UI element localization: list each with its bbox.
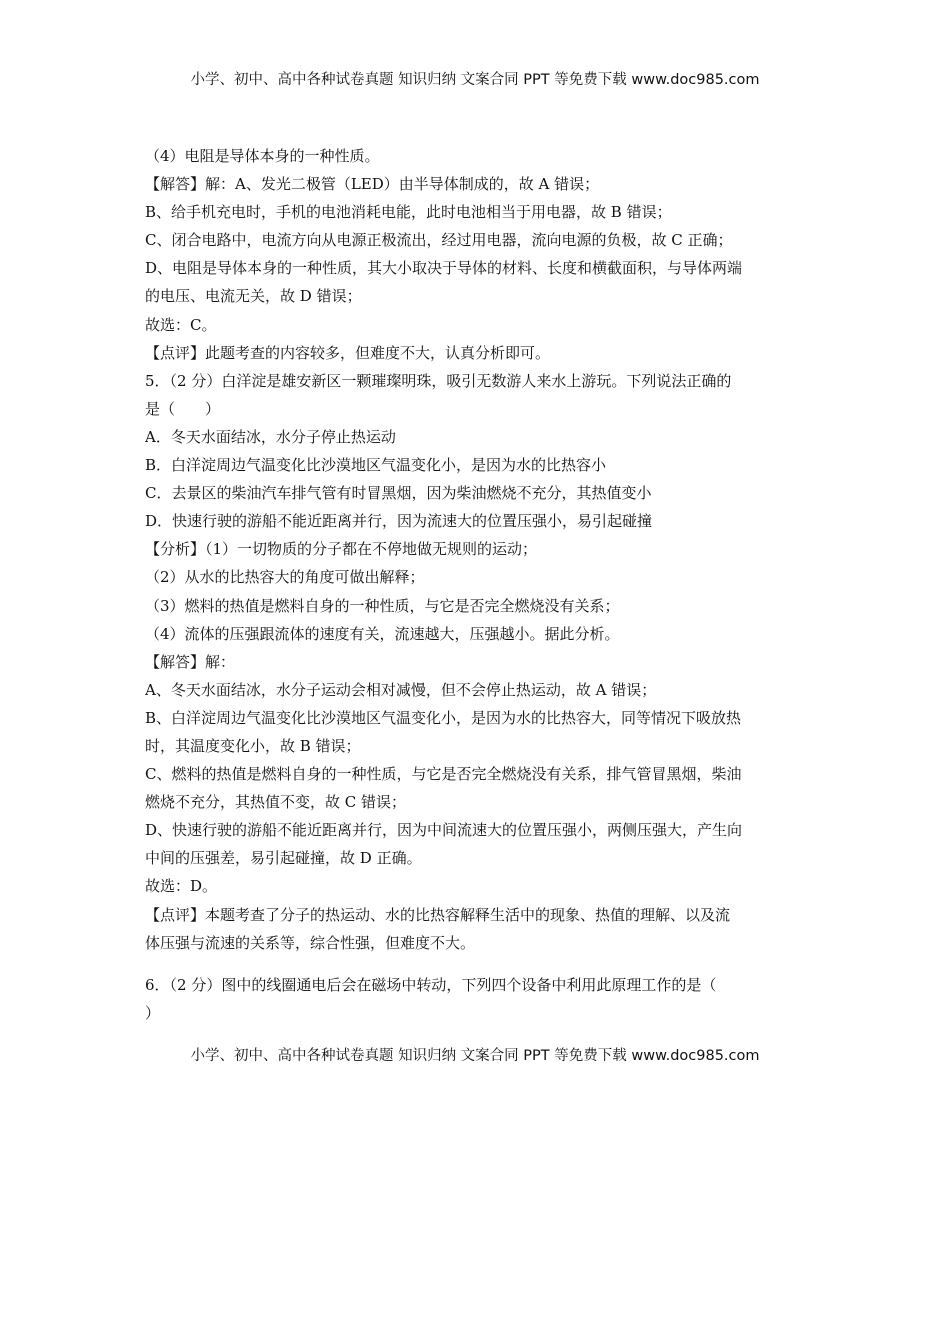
text-line: 燃烧不充分，其热值不变，故 C 错误； bbox=[145, 793, 407, 812]
text-line: （3）燃料的热值是燃料自身的一种性质，与它是否完全燃烧没有关系； bbox=[145, 596, 620, 615]
document-body bbox=[145, 142, 809, 1027]
text-line: C、燃料的热值是燃料自身的一种性质，与它是否完全燃烧没有关系，排气管冒黑烟，柴油 bbox=[145, 765, 742, 784]
question-6-stem: 6．（2 分）图中的线圈通电后会在磁场中转动，下列四个设备中利用此原理工作的是（ bbox=[145, 975, 717, 994]
text-line: C、闭合电路中，电流方向从电源正极流出，经过用电器，流向电源的负极，故 C 正确； bbox=[145, 231, 733, 250]
text-line: 时，其温度变化小，故 B 错误； bbox=[145, 736, 361, 755]
page-header: 小学、初中、高中各种试卷真题 知识归纳 文案合同 PPT 等免费下载 www.doc985.com bbox=[190, 72, 760, 88]
question-5-stem: 5．（2 分）白洋淀是雄安新区一颗璀璨明珠，吸引无数游人来水上游玩。下列说法正确的 bbox=[145, 371, 732, 390]
text-line: 【点评】本题考查了分子的热运动、水的比热容解释生活中的现象、热值的理解、以及流 bbox=[145, 905, 731, 924]
text-line: 体压强与流速的关系等，综合性强，但难度不大。 bbox=[145, 933, 476, 952]
page-footer: 小学、初中、高中各种试卷真题 知识归纳 文案合同 PPT 等免费下载 www.doc985.com bbox=[190, 1048, 760, 1064]
text-line: A、冬天水面结冰，水分子运动会相对减慢，但不会停止热运动，故 A 错误； bbox=[145, 680, 657, 699]
text-line: 【解答】解：A、发光二极管（LED）由半导体制成的，故 A 错误； bbox=[145, 175, 600, 194]
text-line: 中间的压强差，易引起碰撞，故 D 正确。 bbox=[145, 849, 422, 868]
text-line: 的电压、电流无关，故 D 错误； bbox=[145, 287, 362, 306]
question-5-stem: 是（ ） bbox=[145, 399, 221, 418]
text-line: 故选：D。 bbox=[145, 877, 218, 896]
option-a: A．冬天水面结冰，水分子停止热运动 bbox=[145, 427, 396, 446]
text-line: B、给手机充电时，手机的电池消耗电能，此时电池相当于用电器，故 B 错误； bbox=[145, 203, 672, 222]
option-d: D．快速行驶的游船不能近距离并行，因为流速大的位置压强小，易引起碰撞 bbox=[145, 512, 653, 531]
text-line: B、白洋淀周边气温变化比沙漠地区气温变化小，是因为水的比热容大，同等情况下吸放热 bbox=[145, 708, 742, 727]
text-line: （4）流体的压强跟流体的速度有关，流速越大，压强越小。据此分析。 bbox=[145, 624, 620, 643]
text-line: D、电阻是导体本身的一种性质，其大小取决于导体的材料、长度和横截面积，与导体两端 bbox=[145, 259, 743, 278]
text-line: （4）电阻是导体本身的一种性质。 bbox=[145, 147, 380, 165]
text-line: 故选：C。 bbox=[145, 315, 217, 334]
text-line: 【点评】此题考查的内容较多，但难度不大，认真分析即可。 bbox=[145, 343, 551, 362]
option-c: C．去景区的柴油汽车排气管有时冒黑烟，因为柴油燃烧不充分，其热值变小 bbox=[145, 484, 652, 503]
text-line: 【分析】（1）一切物质的分子都在不停地做无规则的运动； bbox=[145, 540, 538, 559]
text-line: 【解答】解： bbox=[145, 652, 236, 671]
option-b: B．白洋淀周边气温变化比沙漠地区气温变化小，是因为水的比热容小 bbox=[145, 456, 607, 475]
text-line: （2）从水的比热容大的角度可做出解释； bbox=[145, 568, 425, 587]
text-line: D、快速行驶的游船不能近距离并行，因为中间流速大的位置压强小，两侧压强大，产生向 bbox=[145, 821, 743, 840]
question-6-stem: ） bbox=[145, 1003, 161, 1022]
